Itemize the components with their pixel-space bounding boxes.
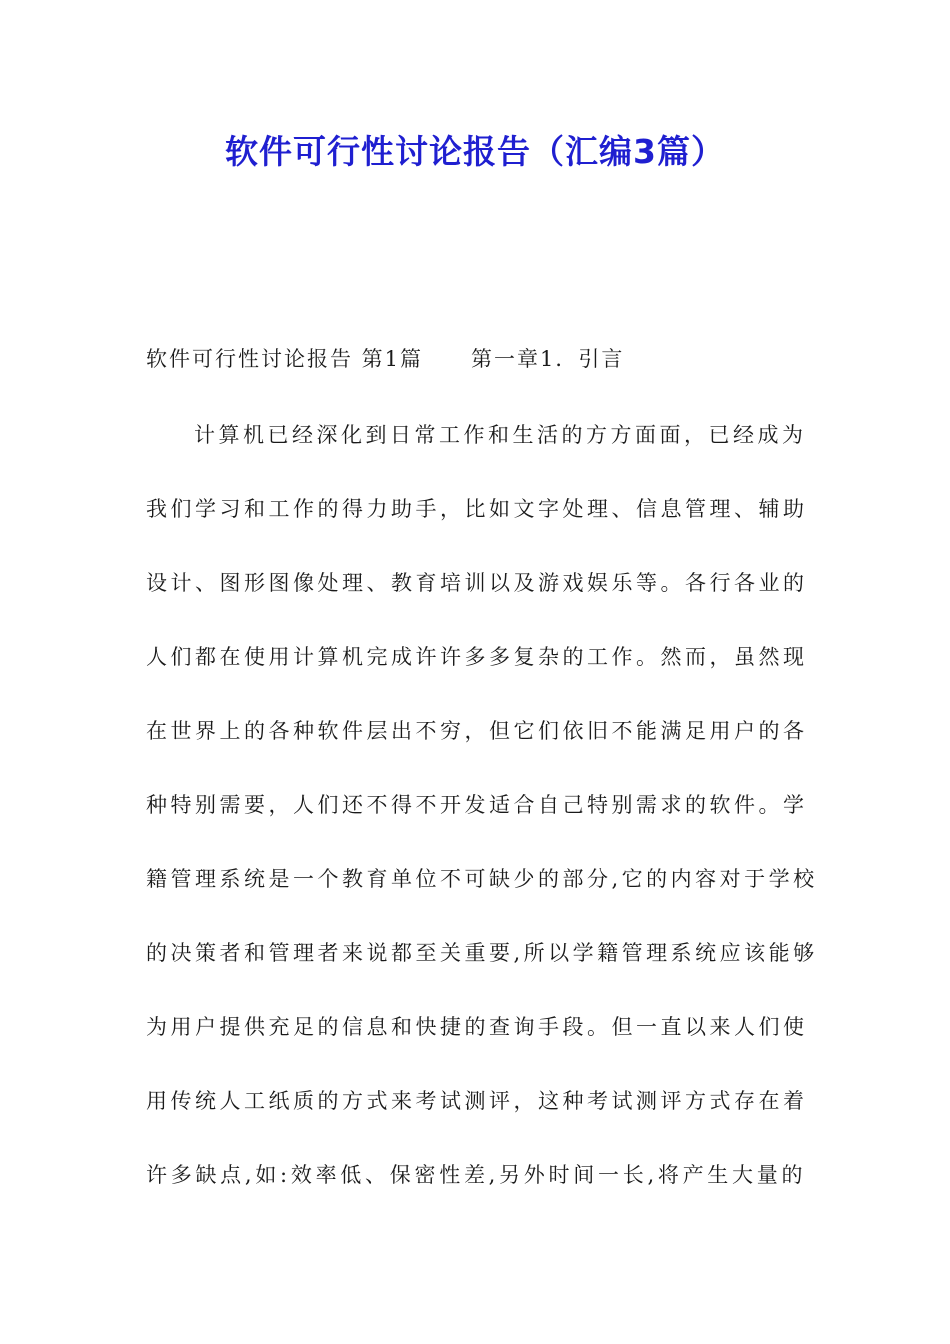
paragraph-line: 人们都在使用计算机完成许许多多复杂的工作。然而，虽然现 (146, 645, 808, 669)
section-heading (146, 344, 806, 374)
paragraph-line: 用传统人工纸质的方式来考试测评，这种考试测评方式存在着 (146, 1089, 808, 1113)
paragraph-line: 种特别需要，人们还不得不开发适合自己特别需求的软件。学 (146, 793, 808, 817)
paragraph-line: 许多缺点,如:效率低、保密性差,另外时间一长,将产生大量的 (146, 1163, 806, 1187)
paragraph-line: 籍管理系统是一个教育单位不可缺少的部分,它的内容对于学校 (146, 867, 818, 891)
paragraph-line: 我们学习和工作的得力助手，比如文字处理、信息管理、辅助 (146, 497, 808, 521)
paragraph-line: 为用户提供充足的信息和快捷的查询手段。但一直以来人们使 (146, 1015, 808, 1039)
paragraph-line: 设计、图形图像处理、教育培训以及游戏娱乐等。各行各业的 (146, 571, 808, 595)
chapter-label: 第一章1．引言 (471, 347, 625, 371)
paragraph-line: 计算机已经深化到日常工作和生活的方方面面，已经成为 (194, 423, 807, 447)
paragraph-line: 在世界上的各种软件层出不穷，但它们依旧不能满足用户的各 (146, 719, 808, 743)
paragraph-line: 的决策者和管理者来说都至关重要,所以学籍管理系统应该能够 (146, 941, 818, 965)
document-title: 软件可行性讨论报告（汇编3篇） (225, 132, 725, 171)
part-label: 软件可行性讨论报告 第1篇 (146, 347, 424, 371)
